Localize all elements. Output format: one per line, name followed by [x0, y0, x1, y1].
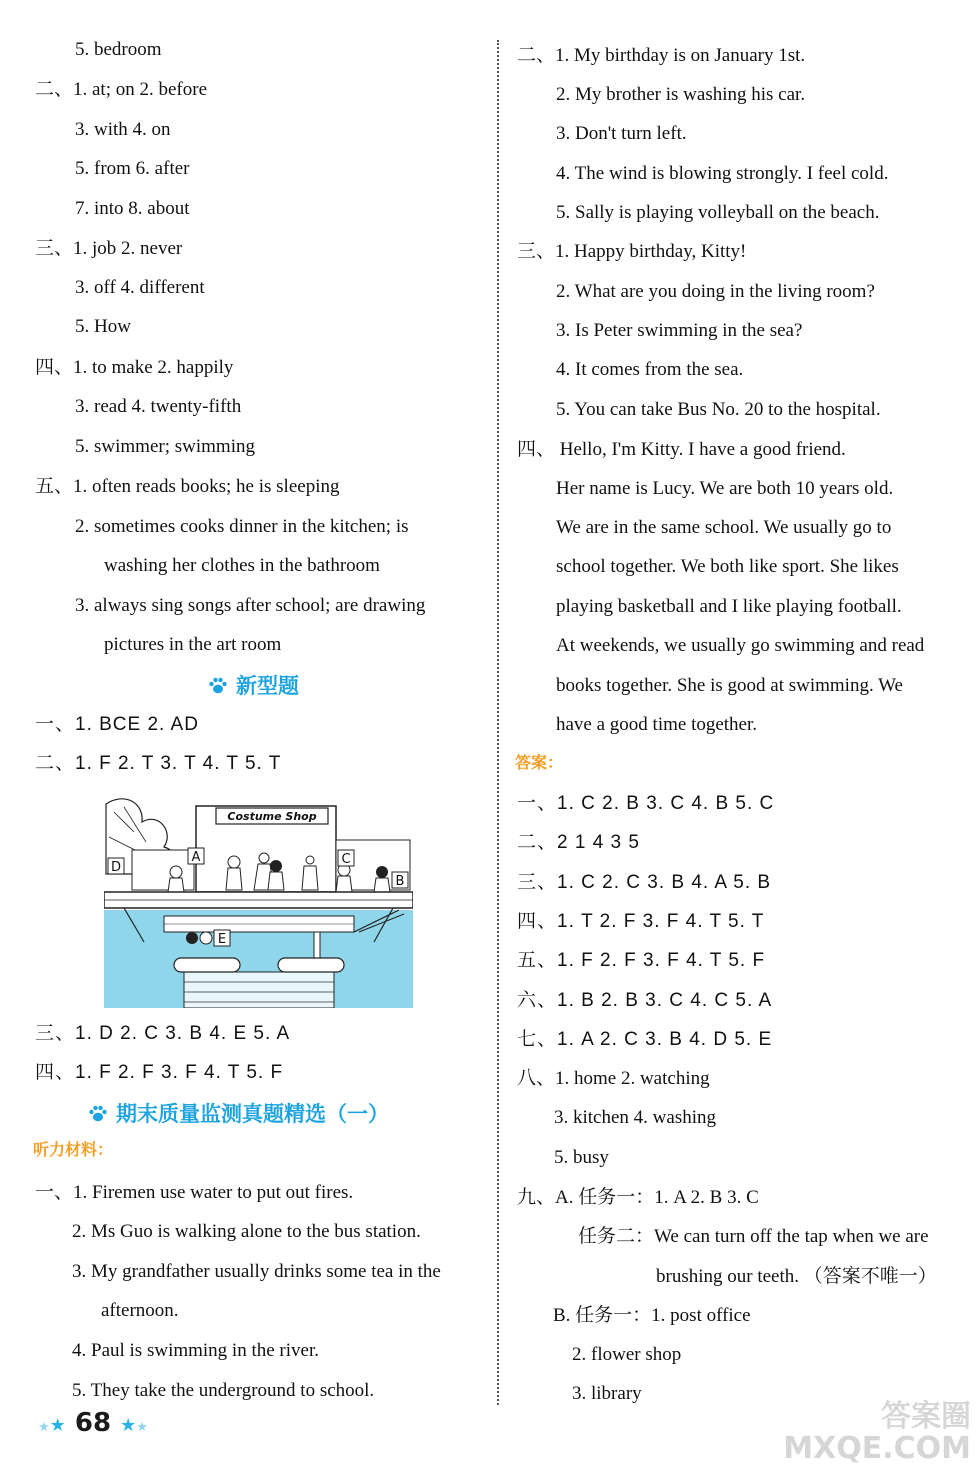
answer-line: 2. flower shop — [572, 1344, 682, 1365]
listening-line: 4. The wind is blowing strongly. I feel cold. — [556, 163, 889, 184]
label-E — [214, 930, 230, 947]
answer-line: 三、1. job 2. never — [35, 238, 183, 259]
answer-line: 七、1. A 2. C 3. B 4. D 5. E — [517, 1029, 773, 1050]
passage-line: We are in the same school. We usually go to — [556, 517, 892, 538]
star-icon: ★ — [136, 1420, 148, 1435]
answer-line: 3. always sing songs after school; are drawing — [75, 595, 426, 616]
section-title-new — [208, 673, 299, 699]
listening-line: 4. Paul is swimming in the river. — [72, 1340, 319, 1361]
listening-line: 4. It comes from the sea. — [556, 359, 744, 380]
answer-line: 3. library — [572, 1383, 642, 1404]
costume-shop-illustration — [104, 792, 413, 1008]
paw-icon — [88, 1105, 108, 1123]
listening-line: 2. What are you doing in the living room? — [556, 281, 875, 302]
label-B-text: B — [395, 874, 405, 889]
answer-line: 5. busy — [554, 1147, 609, 1168]
label-C — [338, 850, 354, 867]
answer-line: 3. kitchen 4. washing — [554, 1107, 717, 1128]
answer-line: 四、1. to make 2. happily — [35, 357, 234, 378]
answer-line: 5. bedroom — [75, 39, 162, 60]
answer-line: 一、1. C 2. B 3. C 4. B 5. C — [517, 793, 775, 814]
answer-line: 九、A. 任务一：1. A 2. B 3. C — [517, 1187, 759, 1208]
passage-line: At weekends, we usually go swimming and read — [556, 635, 925, 656]
answer-line: 二、1. at; on 2. before — [35, 79, 208, 100]
watermark: 答案圈 MXQE.COM — [783, 1399, 971, 1466]
answer-line: washing her clothes in the bathroom — [104, 555, 380, 576]
answer-line: brushing our teeth. （答案不唯一） — [656, 1266, 937, 1287]
answer-line: 5. How — [75, 316, 131, 337]
star-icon: ★ — [49, 1415, 66, 1436]
label-B — [392, 872, 408, 889]
answer-line: 五、1. F 2. F 3. F 4. T 5. F — [517, 950, 766, 971]
answer-line: 三、1. D 2. C 3. B 4. E 5. A — [35, 1023, 291, 1044]
label-D — [108, 858, 124, 875]
listening-line: afternoon. — [101, 1300, 179, 1321]
column-divider — [497, 40, 499, 1405]
section-title-exam — [88, 1101, 389, 1127]
label-D-text: D — [110, 860, 122, 875]
passage-line: 四、 Hello, I'm Kitty. I have a good friend. — [517, 439, 846, 460]
listening-line: 3. Is Peter swimming in the sea? — [556, 320, 803, 341]
listening-line: 3. My grandfather usually drinks some tea in the — [72, 1261, 441, 1282]
label-E-text: E — [217, 932, 227, 947]
listening-line: 一、1. Firemen use water to put out fires. — [35, 1182, 354, 1203]
star-icon: ★ — [120, 1415, 137, 1436]
answer-line: 5. swimmer; swimming — [75, 436, 255, 457]
answer-line: 5. from 6. after — [75, 158, 190, 179]
listening-line: 2. Ms Guo is walking alone to the bus station. — [72, 1221, 421, 1242]
answer-line: 任务二：We can turn off the tap when we are — [578, 1226, 929, 1247]
page-number-text: 68 — [74, 1408, 112, 1438]
answer-line: 3. with 4. on — [75, 119, 171, 140]
passage-line: books together. She is good at swimming. We — [556, 675, 903, 696]
answer-line: 五、1. often reads books; he is sleeping — [35, 476, 340, 497]
listening-line: 5. You can take Bus No. 20 to the hospital. — [556, 399, 881, 420]
label-C-text: C — [341, 852, 351, 867]
answer-line: 二、2 1 4 3 5 — [517, 832, 640, 853]
page-number — [38, 1408, 148, 1438]
answer-line: 2. sometimes cooks dinner in the kitchen; is — [75, 516, 409, 537]
answer-line: 四、1. T 2. F 3. F 4. T 5. T — [517, 911, 765, 932]
listening-line: 3. Don't turn left. — [556, 123, 687, 144]
listening-line: 三、1. Happy birthday, Kitty! — [517, 241, 747, 262]
shop-sign-text: Costume Shop — [227, 810, 317, 823]
answer-line: pictures in the art room — [104, 634, 282, 655]
section-title-text: 新型题 — [236, 674, 299, 698]
passage-line: playing basketball and I like playing football. — [556, 596, 902, 617]
star-icon: ★ — [38, 1420, 50, 1435]
listening-line: 5. Sally is playing volleyball on the beach. — [556, 202, 880, 223]
passage-line: school together. We both like sport. She likes — [556, 556, 899, 577]
label-A — [188, 848, 204, 865]
listening-line: 5. They take the underground to school. — [72, 1380, 375, 1401]
paw-icon — [208, 677, 228, 695]
answer-line: 六、1. B 2. B 3. C 4. C 5. A — [517, 990, 773, 1011]
listening-line: 2. My brother is washing his car. — [556, 84, 806, 105]
label-A-text: A — [191, 850, 201, 865]
answer-line: 三、1. C 2. C 3. B 4. A 5. B — [517, 872, 772, 893]
answer-line: 四、1. F 2. F 3. F 4. T 5. F — [35, 1062, 284, 1083]
section-title-text: 期末质量监测真题精选（一） — [116, 1102, 389, 1126]
answer-line: B. 任务一：1. post office — [553, 1305, 751, 1326]
passage-line: have a good time together. — [556, 714, 758, 735]
answer-line: 八、1. home 2. watching — [517, 1068, 710, 1089]
answer-line: 7. into 8. about — [75, 198, 190, 219]
listening-line: 二、1. My birthday is on January 1st. — [517, 45, 806, 66]
answer-line: 一、1. BCE 2. AD — [35, 714, 199, 735]
answer-line: 二、1. F 2. T 3. T 4. T 5. T — [35, 753, 282, 774]
answers-label: 答案： — [515, 753, 564, 772]
answer-line: 3. read 4. twenty-fifth — [75, 396, 242, 417]
passage-line: Her name is Lucy. We are both 10 years old. — [556, 478, 894, 499]
listening-label: 听力材料： — [33, 1140, 114, 1159]
answer-line: 3. off 4. different — [75, 277, 205, 298]
